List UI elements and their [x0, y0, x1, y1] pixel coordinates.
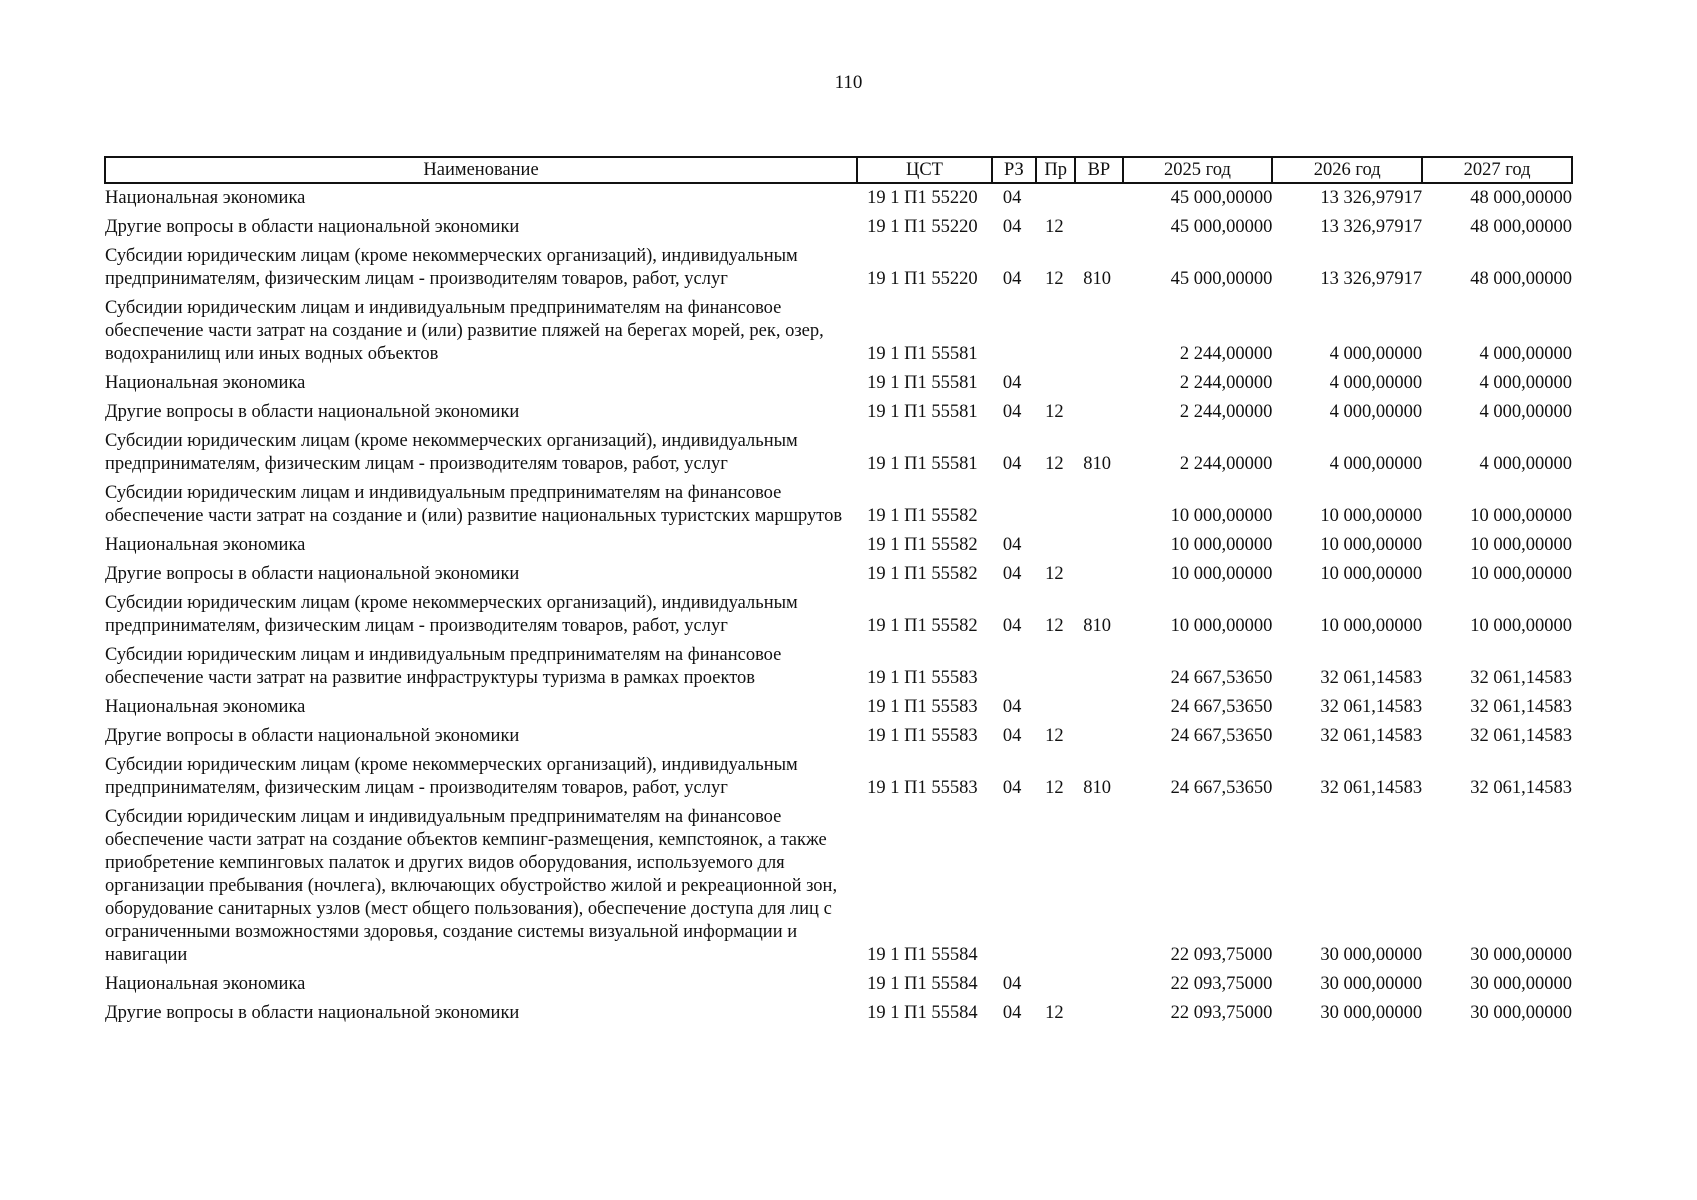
- cell-cst: 19 1 П1 55581: [867, 402, 978, 422]
- cell-name: Субсидии юридическим лицам и индивидуальным предпринимателям на финансовое обеспечение части затрат на создание объектов кемпинг-размещения, кемпстоянок, а также приобретение кемпинговых палаток и других видов оборудования, используемого для организации пребывания (ночлега), включающих обустройство жилой и рекреационной зон, оборудование санитарных узлов (мест общего пользования), обеспечение доступа для лиц с ограниченными возможностями здоровья, создание системы визуальной информации и навигации: [105, 807, 838, 965]
- cell-2027: 30 000,00000: [1470, 974, 1572, 994]
- cell-rz: 04: [1002, 974, 1022, 994]
- header-2026: 2026 год: [1272, 157, 1422, 183]
- cell-2025: 22 093,75000: [1170, 945, 1273, 965]
- cell-pr: 12: [1045, 1003, 1064, 1023]
- cell-vr: 810: [1083, 269, 1112, 289]
- header-2025: 2025 год: [1123, 157, 1273, 183]
- table-row: [105, 589, 1572, 641]
- cell-2027: 10 000,00000: [1470, 564, 1572, 584]
- cell-pr: 12: [1045, 217, 1064, 237]
- cell-rz: 04: [1002, 564, 1022, 584]
- cell-name: Другие вопросы в области национальной экономики: [105, 402, 520, 422]
- cell-2025: 2 244,00000: [1179, 344, 1273, 364]
- cell-pr: [1036, 641, 1075, 693]
- cell-vr: 810: [1083, 778, 1112, 798]
- budget-table: [104, 156, 1573, 1028]
- cell-cst: 19 1 П1 55583: [867, 668, 978, 688]
- cell-name: Другие вопросы в области национальной экономики: [105, 1003, 520, 1023]
- table-row: [105, 427, 1572, 479]
- cell-2025: 22 093,75000: [1170, 1003, 1273, 1023]
- cell-2025: 45 000,00000: [1170, 188, 1273, 208]
- cell-2026: 13 326,97917: [1320, 188, 1423, 208]
- cell-pr: 12: [1045, 269, 1064, 289]
- cell-rz: 04: [1002, 778, 1022, 798]
- cell-rz: [992, 803, 1036, 970]
- table-row: [105, 641, 1572, 693]
- cell-2027: 4 000,00000: [1479, 373, 1572, 393]
- table-row: [105, 398, 1572, 427]
- cell-vr: [1075, 722, 1122, 751]
- cell-rz: 04: [1002, 726, 1022, 746]
- cell-cst: 19 1 П1 55582: [867, 564, 978, 584]
- cell-2026: 4 000,00000: [1329, 373, 1423, 393]
- cell-rz: 04: [1002, 217, 1022, 237]
- cell-2027: 32 061,14583: [1470, 778, 1572, 798]
- cell-name: Субсидии юридическим лицам (кроме некоммерческих организаций), индивидуальным предпринимателям, физическим лицам - производителям товаров, работ, услуг: [105, 593, 798, 636]
- cell-2026: 4 000,00000: [1329, 344, 1423, 364]
- cell-pr: 12: [1045, 778, 1064, 798]
- table-body: [105, 183, 1572, 1028]
- cell-name: Субсидии юридическим лицам и индивидуальным предпринимателям на финансовое обеспечение части затрат на создание и (или) развитие пляжей на берегах морей, рек, озер, водохранилищ или иных водных объектов: [105, 298, 824, 364]
- table-row: [105, 369, 1572, 398]
- cell-2026: 10 000,00000: [1320, 564, 1423, 584]
- cell-name: Национальная экономика: [105, 188, 306, 208]
- cell-rz: 04: [1002, 269, 1022, 289]
- cell-vr: 810: [1083, 454, 1112, 474]
- table-row: [105, 479, 1572, 531]
- table-row: [105, 560, 1572, 589]
- cell-rz: [992, 479, 1036, 531]
- cell-2026: 4 000,00000: [1329, 454, 1423, 474]
- cell-name: Субсидии юридическим лицам и индивидуальным предпринимателям на финансовое обеспечение части затрат на развитие инфраструктуры туризма в рамках проектов: [105, 645, 782, 688]
- cell-rz: 04: [1002, 373, 1022, 393]
- cell-2027: 10 000,00000: [1470, 506, 1572, 526]
- cell-cst: 19 1 П1 55582: [867, 506, 978, 526]
- cell-cst: 19 1 П1 55584: [867, 1003, 978, 1023]
- cell-vr: [1075, 213, 1122, 242]
- cell-2027: 4 000,00000: [1479, 454, 1572, 474]
- cell-2027: 30 000,00000: [1470, 945, 1572, 965]
- cell-cst: 19 1 П1 55584: [867, 974, 978, 994]
- cell-2027: 10 000,00000: [1470, 535, 1572, 555]
- cell-2025: 10 000,00000: [1170, 616, 1273, 636]
- cell-cst: 19 1 П1 55583: [867, 726, 978, 746]
- cell-rz: [992, 294, 1036, 369]
- cell-2027: 32 061,14583: [1470, 668, 1572, 688]
- header-row: [105, 157, 1572, 183]
- cell-2027: 10 000,00000: [1470, 616, 1572, 636]
- cell-cst: 19 1 П1 55582: [867, 616, 978, 636]
- cell-2025: 22 093,75000: [1170, 974, 1273, 994]
- cell-pr: 12: [1045, 726, 1064, 746]
- cell-pr: [1036, 970, 1075, 999]
- cell-2026: 13 326,97917: [1320, 217, 1423, 237]
- cell-2027: 30 000,00000: [1470, 1003, 1572, 1023]
- cell-cst: 19 1 П1 55581: [867, 454, 978, 474]
- cell-pr: 12: [1045, 454, 1064, 474]
- cell-name: Национальная экономика: [105, 697, 306, 717]
- cell-name: Национальная экономика: [105, 974, 306, 994]
- cell-2026: 30 000,00000: [1320, 974, 1423, 994]
- cell-2025: 10 000,00000: [1170, 535, 1273, 555]
- cell-rz: 04: [1002, 535, 1022, 555]
- cell-pr: [1036, 803, 1075, 970]
- header-pr: Пр: [1036, 157, 1075, 183]
- cell-2026: 4 000,00000: [1329, 402, 1423, 422]
- cell-2026: 32 061,14583: [1320, 726, 1423, 746]
- cell-vr: [1075, 641, 1122, 693]
- table-header: [105, 157, 1572, 183]
- cell-2026: 13 326,97917: [1320, 269, 1423, 289]
- cell-vr: [1075, 970, 1122, 999]
- cell-vr: [1075, 999, 1122, 1028]
- cell-2027: 32 061,14583: [1470, 697, 1572, 717]
- table-row: [105, 213, 1572, 242]
- cell-rz: 04: [1002, 1003, 1022, 1023]
- cell-pr: [1036, 294, 1075, 369]
- cell-2025: 45 000,00000: [1170, 269, 1273, 289]
- header-name: Наименование: [105, 157, 857, 183]
- cell-pr: 12: [1045, 616, 1064, 636]
- cell-2027: 4 000,00000: [1479, 402, 1572, 422]
- cell-name: Национальная экономика: [105, 535, 306, 555]
- cell-2026: 30 000,00000: [1320, 945, 1423, 965]
- table-row: [105, 803, 1572, 970]
- cell-2025: 24 667,53650: [1170, 778, 1273, 798]
- cell-2026: 10 000,00000: [1320, 506, 1423, 526]
- cell-2026: 32 061,14583: [1320, 697, 1423, 717]
- table-row: [105, 751, 1572, 803]
- cell-cst: 19 1 П1 55220: [867, 269, 978, 289]
- cell-rz: 04: [1002, 616, 1022, 636]
- cell-2025: 2 244,00000: [1179, 373, 1273, 393]
- cell-vr: [1075, 398, 1122, 427]
- cell-2027: 48 000,00000: [1470, 269, 1572, 289]
- cell-2027: 4 000,00000: [1479, 344, 1572, 364]
- table-row: [105, 531, 1572, 560]
- cell-2025: 10 000,00000: [1170, 506, 1273, 526]
- cell-2025: 24 667,53650: [1170, 668, 1273, 688]
- cell-2025: 24 667,53650: [1170, 697, 1273, 717]
- cell-2026: 30 000,00000: [1320, 1003, 1423, 1023]
- header-vr: ВР: [1075, 157, 1122, 183]
- cell-2026: 10 000,00000: [1320, 616, 1423, 636]
- cell-vr: 810: [1083, 616, 1112, 636]
- cell-rz: 04: [1002, 697, 1022, 717]
- cell-cst: 19 1 П1 55583: [867, 697, 978, 717]
- cell-name: Другие вопросы в области национальной экономики: [105, 217, 520, 237]
- cell-pr: [1036, 369, 1075, 398]
- cell-name: Субсидии юридическим лицам (кроме некоммерческих организаций), индивидуальным предпринимателям, физическим лицам - производителям товаров, работ, услуг: [105, 246, 798, 289]
- cell-vr: [1075, 803, 1122, 970]
- cell-vr: [1075, 560, 1122, 589]
- cell-vr: [1075, 531, 1122, 560]
- header-rz: РЗ: [992, 157, 1036, 183]
- cell-2025: 24 667,53650: [1170, 726, 1273, 746]
- cell-cst: 19 1 П1 55220: [867, 188, 978, 208]
- cell-2026: 32 061,14583: [1320, 668, 1423, 688]
- cell-pr: 12: [1045, 564, 1064, 584]
- table-row: [105, 722, 1572, 751]
- cell-2026: 32 061,14583: [1320, 778, 1423, 798]
- cell-name: Национальная экономика: [105, 373, 306, 393]
- cell-rz: 04: [1002, 454, 1022, 474]
- cell-2027: 32 061,14583: [1470, 726, 1572, 746]
- cell-2025: 2 244,00000: [1179, 454, 1273, 474]
- table-row: [105, 183, 1572, 213]
- cell-vr: [1075, 693, 1122, 722]
- cell-pr: [1036, 531, 1075, 560]
- cell-name: Субсидии юридическим лицам (кроме некоммерческих организаций), индивидуальным предпринимателям, физическим лицам - производителям товаров, работ, услуг: [105, 755, 798, 798]
- cell-2027: 48 000,00000: [1470, 188, 1572, 208]
- cell-name: Другие вопросы в области национальной экономики: [105, 726, 520, 746]
- cell-cst: 19 1 П1 55583: [867, 778, 978, 798]
- cell-rz: 04: [1002, 402, 1022, 422]
- cell-vr: [1075, 294, 1122, 369]
- header-2027: 2027 год: [1422, 157, 1572, 183]
- header-cst: ЦСТ: [857, 157, 992, 183]
- cell-2026: 10 000,00000: [1320, 535, 1423, 555]
- table-row: [105, 999, 1572, 1028]
- cell-rz: [992, 641, 1036, 693]
- cell-cst: 19 1 П1 55582: [867, 535, 978, 555]
- cell-pr: [1036, 693, 1075, 722]
- cell-cst: 19 1 П1 55220: [867, 217, 978, 237]
- table-row: [105, 693, 1572, 722]
- table-row: [105, 970, 1572, 999]
- cell-cst: 19 1 П1 55581: [867, 373, 978, 393]
- table-row: [105, 242, 1572, 294]
- cell-pr: 12: [1045, 402, 1064, 422]
- page-number: 110: [834, 72, 863, 93]
- table-row: [105, 294, 1572, 369]
- cell-name: Субсидии юридическим лицам (кроме некоммерческих организаций), индивидуальным предпринимателям, физическим лицам - производителям товаров, работ, услуг: [105, 431, 798, 474]
- cell-vr: [1075, 369, 1122, 398]
- cell-2025: 10 000,00000: [1170, 564, 1273, 584]
- cell-name: Другие вопросы в области национальной экономики: [105, 564, 520, 584]
- cell-cst: 19 1 П1 55581: [867, 344, 978, 364]
- cell-vr: [1075, 183, 1122, 213]
- cell-name: Субсидии юридическим лицам и индивидуальным предпринимателям на финансовое обеспечение части затрат на создание и (или) развитие национальных туристских маршрутов: [105, 483, 843, 526]
- cell-pr: [1036, 183, 1075, 213]
- cell-cst: 19 1 П1 55584: [867, 945, 978, 965]
- cell-vr: [1075, 479, 1122, 531]
- cell-rz: 04: [1002, 188, 1022, 208]
- cell-2025: 2 244,00000: [1179, 402, 1273, 422]
- cell-2027: 48 000,00000: [1470, 217, 1572, 237]
- cell-pr: [1036, 479, 1075, 531]
- cell-2025: 45 000,00000: [1170, 217, 1273, 237]
